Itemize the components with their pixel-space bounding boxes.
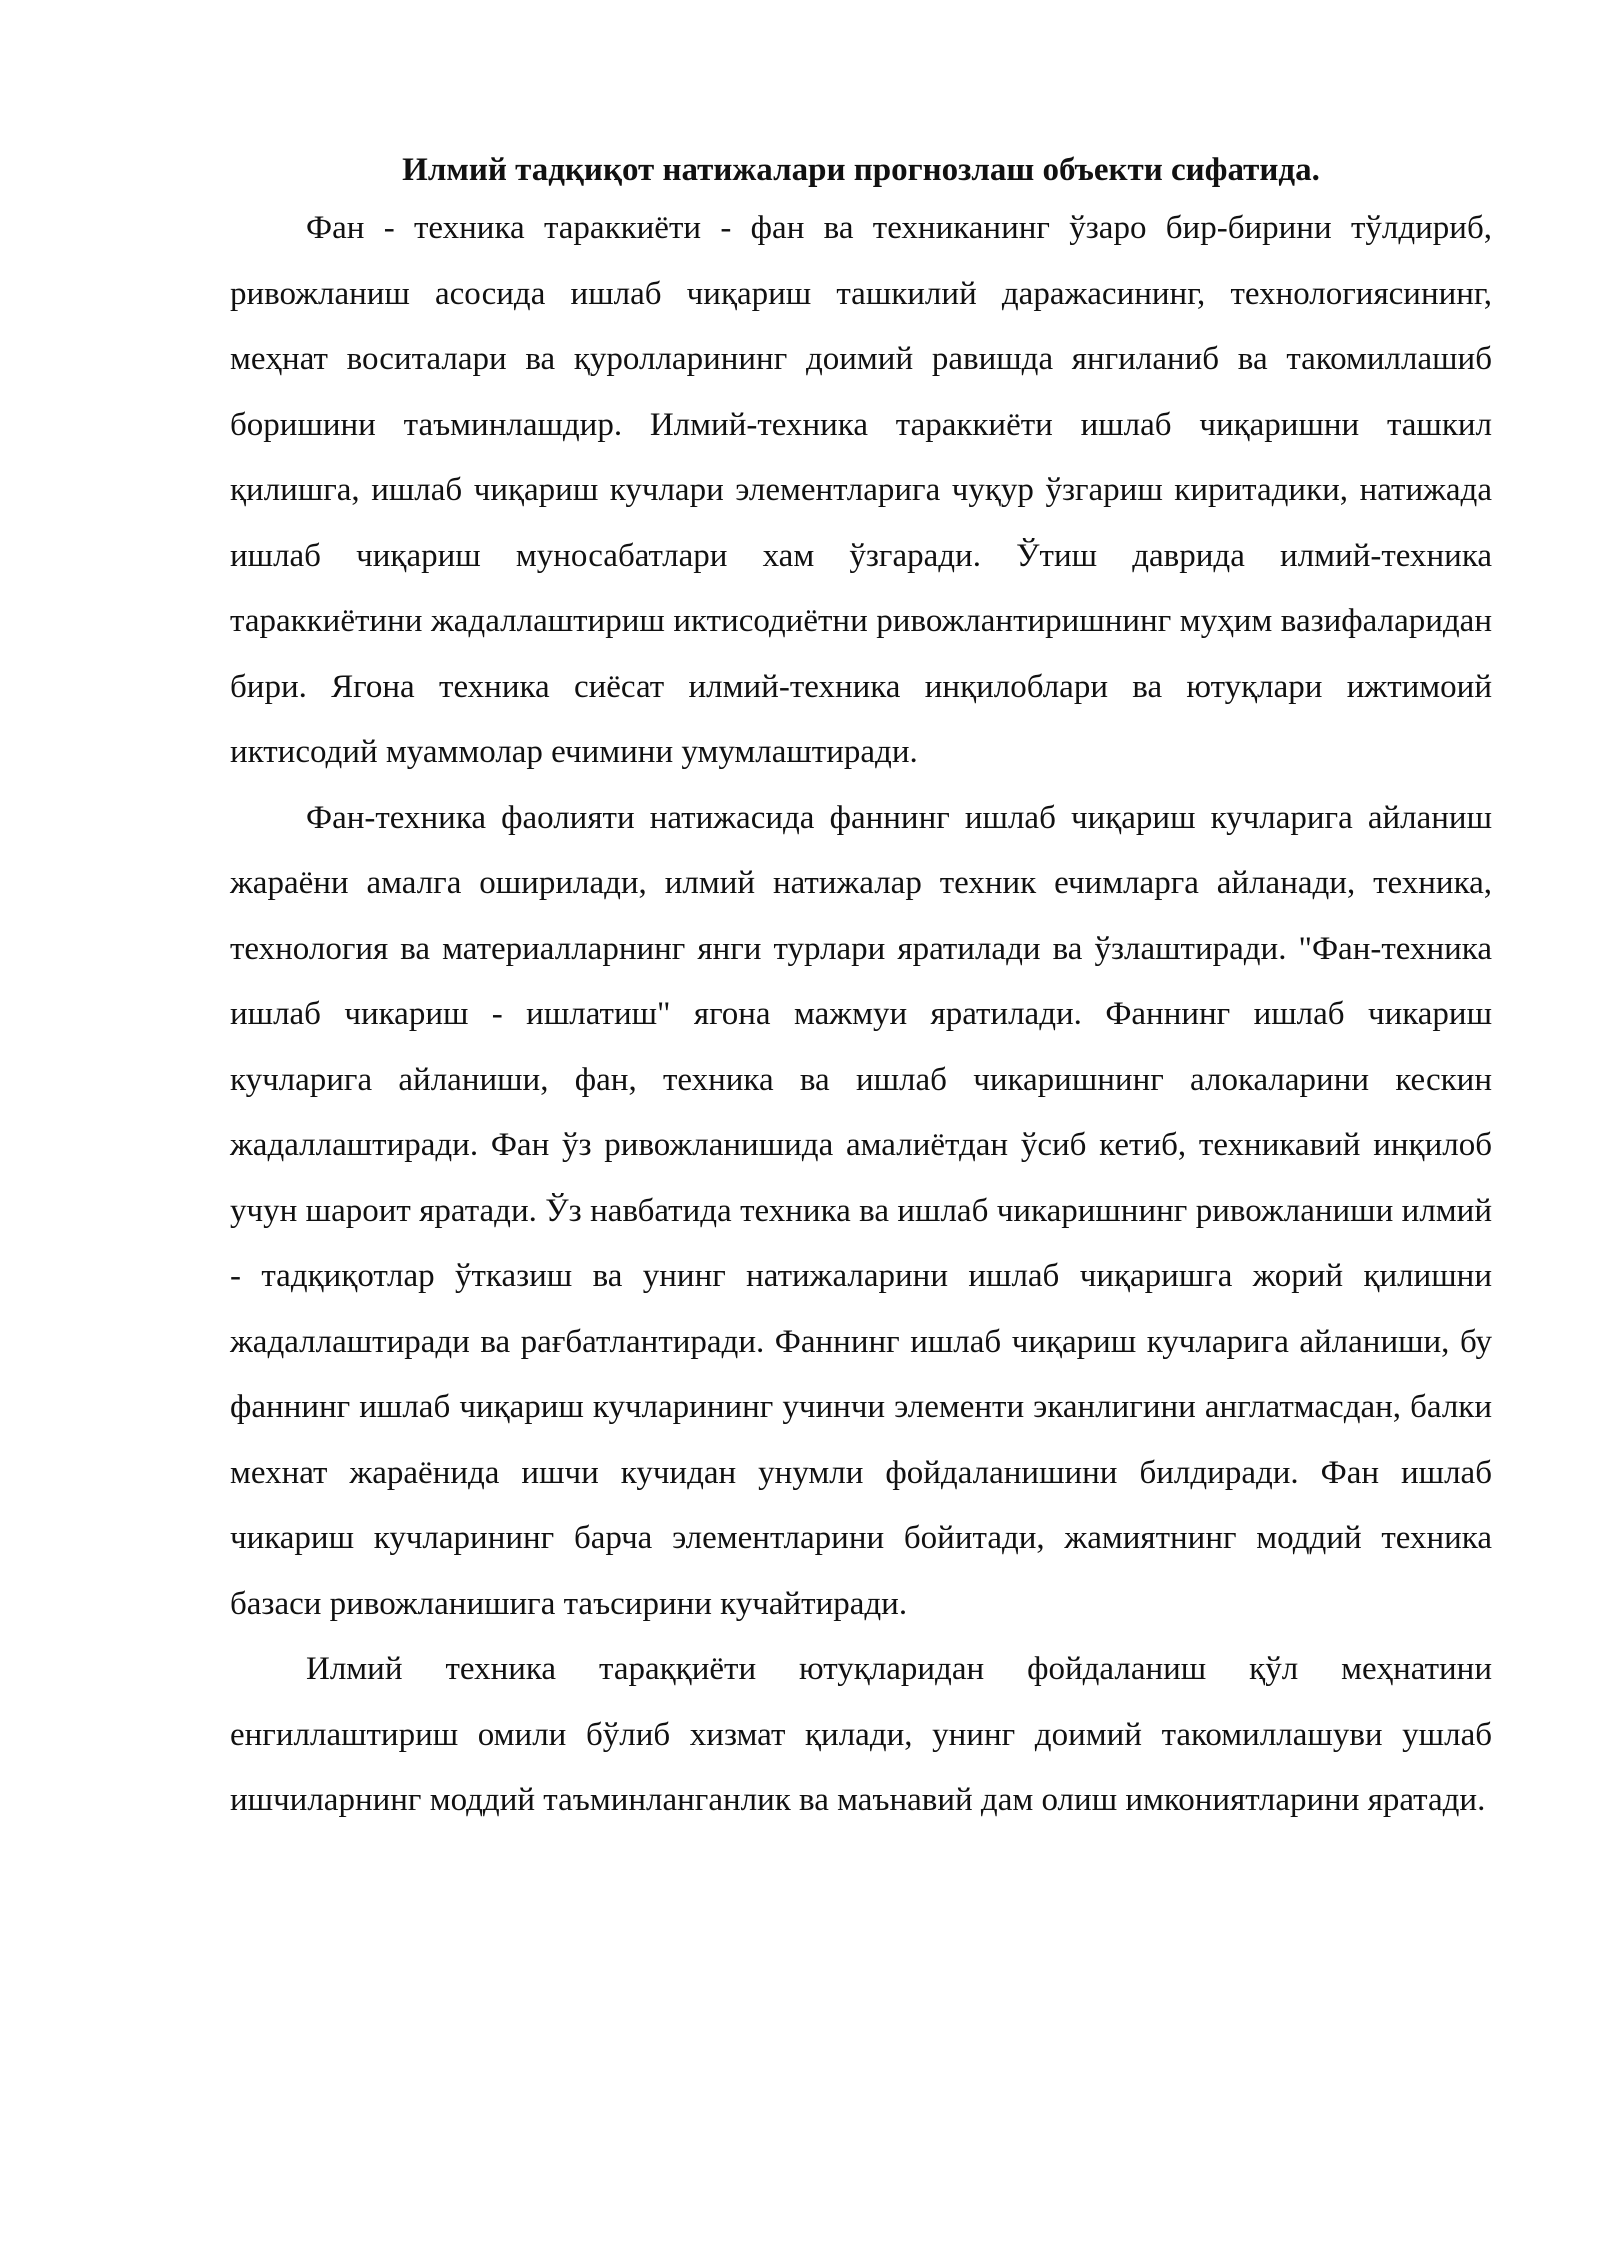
document-page: [230, 150, 1492, 1834]
paragraph-3: Илмий техника тараққиёти ютуқларидан фойдаланиш қўл меҳнатини енгиллаштириш омили бўлиб хизмат қилади, унинг доимий такомиллашуви ушлаб ишчиларнинг моддий таъминланганлик ва маънавий дам олиш имкониятларини яратади.: [230, 1651, 1492, 1818]
paragraph-2: Фан-техника фаолияти натижасида фаннинг ишлаб чиқариш кучларига айланиш жараёни амалга оширилади, илмий натижалар техник ечимларга айланади, техника, технология ва материалларнинг янги турлари яратилади ва ўзлаштиради. "Фан-техника ишлаб чикариш - ишлатиш" ягона мажмуи яратилади. Фаннинг ишлаб чикариш кучларига айланиши, фан, техника ва ишлаб чикаришнинг алокаларини кескин жадаллаштиради. Фан ўз ривожланишида амалиётдан ўсиб кетиб, техникавий инқилоб учун шароит яратади. Ўз навбатида техника ва ишлаб чикаришнинг ривожланиши илмий - тадқиқотлар ўтказиш ва унинг натижаларини ишлаб чиқаришга жорий қилишни жадаллаштиради ва рағбатлантиради. Фаннинг ишлаб чиқариш кучларига айланиши, бу фаннинг ишлаб чиқариш кучларининг учинчи элементи эканлигини англатмасдан, балки мехнат жараёнида ишчи кучидан унумли фойдаланишини билдиради. Фан ишлаб чикариш кучларининг барча элементларини бойитади, жамиятнинг моддий техника базаси ривожланишига таъсирини кучайтиради.: [230, 799, 1492, 1622]
document-title: Илмий тадқиқот натижалари прогнозлаш объекти сифатида.: [402, 152, 1320, 188]
paragraph-1: Фан - техника тараккиёти - фан ва техниканинг ўзаро бир-бирини тўлдириб, ривожланиш асосида ишлаб чиқариш ташкилий даражасининг, технологиясининг, меҳнат воситалари ва қуролларининг доимий равишда янгиланиб ва такомиллашиб боришини таъминлашдир. Илмий-техника тараккиёти ишлаб чиқаришни ташкил қилишга, ишлаб чиқариш кучлари элементларига чуқур ўзгариш киритадики, натижада ишлаб чиқариш муносабатлари хам ўзгаради. Ўтиш даврида илмий-техника тараккиётини жадаллаштириш иктисодиётни ривожлантиришнинг муҳим вазифаларидан бири. Ягона техника сиёсат илмий-техника инқилоблари ва ютуқлари ижтимоий иктисодий муаммолар ечимини умумлаштиради.: [230, 210, 1492, 770]
